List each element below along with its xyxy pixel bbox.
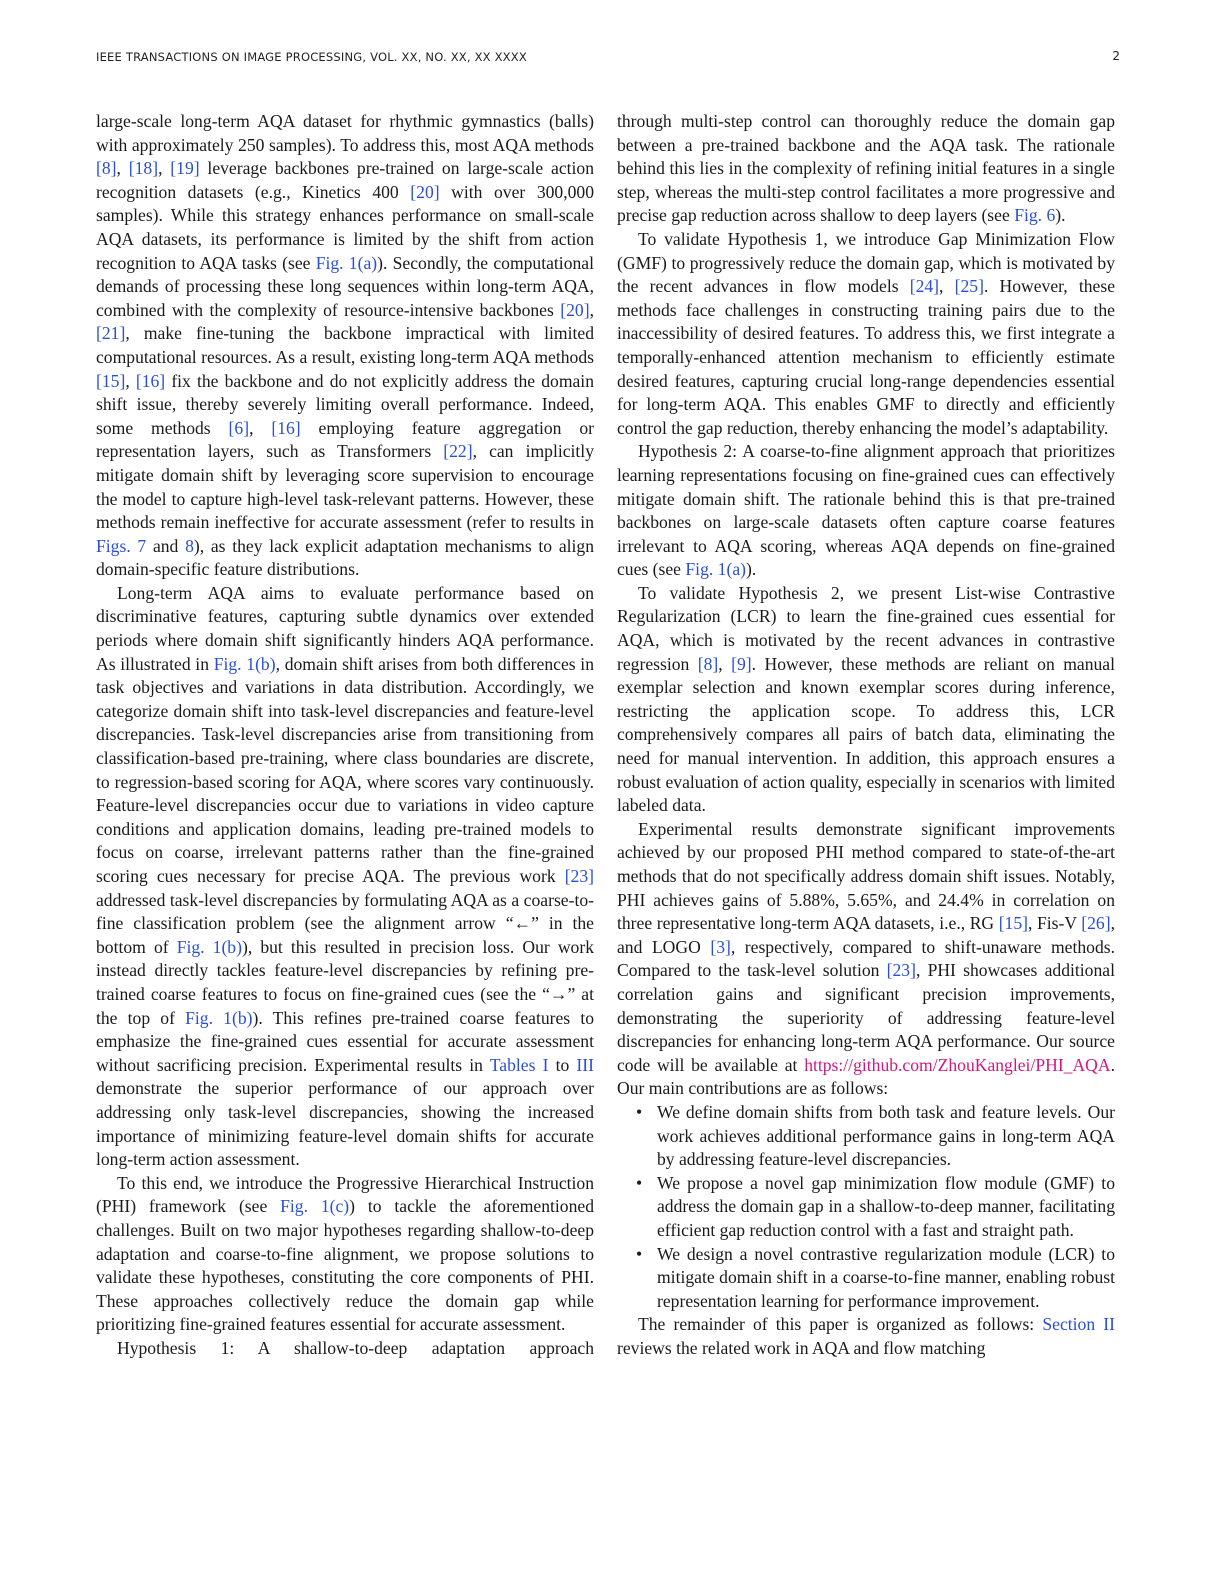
left-column bbox=[96, 110, 594, 1360]
citation-link[interactable]: [18] bbox=[128, 158, 159, 179]
figure-link[interactable]: Fig. 1(b) bbox=[176, 936, 242, 957]
citation-link[interactable]: [16] bbox=[135, 370, 166, 391]
citation-link[interactable]: [8] bbox=[697, 653, 719, 674]
citation-link[interactable]: [23] bbox=[564, 866, 594, 886]
source-code-link[interactable]: https://github.com/ZhouKanglei/PHI_AQA bbox=[804, 1054, 1111, 1075]
citation-link[interactable]: [16] bbox=[271, 417, 301, 438]
figure-link[interactable]: Fig. 1(a) bbox=[315, 252, 378, 273]
citation-link[interactable]: [6] bbox=[228, 417, 250, 438]
paragraph: To validate Hypothesis 1, we introduce Gap Minimization Flow (GMF) to progressively reduce the domain gap, which is motivated by the recent advances in flow models [24], [25]. However, these methods face challenges in constructing training pairs due to the inaccessibility of desired features. To address this, we first integrate a temporally-enhanced attention mechanism to efficiently estimate desired features, capturing crucial long-range dependencies essential for long-term AQA. This enables GMF to directly and efficiently control the gap reduction, thereby enhancing the model’s adaptability. bbox=[617, 228, 1116, 438]
citation-link[interactable]: [3] bbox=[710, 936, 731, 957]
citation-link[interactable]: [25] bbox=[954, 276, 984, 297]
figure-link[interactable]: Fig. 1(c) bbox=[280, 1196, 350, 1217]
citation-link[interactable]: [20] bbox=[410, 181, 440, 202]
page-number: 2 bbox=[1112, 49, 1120, 63]
table-link[interactable]: III bbox=[576, 1054, 594, 1075]
paragraph: through multi-step control can thoroughly reduce the domain gap between a pre-trained backbone and the AQA task. The rationale behind this lies in the complexity of refining initial features in a single step, whereas the multi-step control facilitates a more progressive and precise gap reduction across shallow to deep layers (see Fig. 6). bbox=[617, 111, 1115, 226]
list-item: • We define domain shifts from both task and feature levels. Our work achieves additional performance gains in long-term AQA by addressing feature-level discrepancies. bbox=[657, 1101, 1115, 1172]
figure-link[interactable]: 8 bbox=[185, 535, 194, 556]
citation-link[interactable]: [22] bbox=[443, 441, 473, 462]
citation-link[interactable]: [15] bbox=[998, 913, 1028, 934]
paragraph: The remainder of this paper is organized as follows: Section II reviews the related work in AQA and flow matching bbox=[617, 1314, 1116, 1358]
citation-link[interactable]: [19] bbox=[170, 158, 200, 179]
contributions-list bbox=[617, 1101, 1115, 1313]
citation-link[interactable]: [8] bbox=[96, 158, 117, 179]
right-column bbox=[617, 110, 1115, 1360]
citation-link[interactable]: [15] bbox=[96, 370, 126, 391]
figure-link[interactable]: Fig. 1(b) bbox=[213, 653, 276, 674]
citation-link[interactable]: [24] bbox=[909, 276, 940, 297]
list-item: • We propose a novel gap minimization flow module (GMF) to address the domain gap in a shallow-to-deep manner, facilitating efficient gap reduction control with a fast and straight path. bbox=[657, 1172, 1115, 1243]
paragraph: large-scale long-term AQA dataset for rhythmic gymnastics (balls) with approximately 250 samples). To address this, most AQA methods [8], [18], [19] leverage backbones pre-trained on large-scale action recognition datasets (e.g., Kinetics 400 [20] with over 300,000 samples). While this strategy enhances performance on small-scale AQA datasets, its performance is limited by the shift from action recognition to AQA tasks (see Fig. 1(a)). Secondly, the computational demands of processing these long sequences within long-term AQA, combined with the complexity of resource-intensive backbones [20], [21], make fine-tuning the backbone impractical with limited computational resources. As a result, existing long-term AQA methods [15], [16] fix the backbone and do not explicitly address the domain shift issue, thereby severely limiting overall performance. Indeed, some methods [6], [16] employing feature aggregation or representation layers, such as Transformers [22], can implicitly mitigate domain shift by leveraging score supervision to encourage the model to capture high-level task-relevant patterns. However, these methods remain ineffective for accurate assessment (refer to results in Figs. 7 and 8), as they lack explicit adaptation mechanisms to align domain-specific feature distributions. bbox=[96, 111, 595, 580]
figure-link[interactable]: Fig. 1(a) bbox=[685, 559, 746, 580]
citation-link[interactable]: [21] bbox=[96, 323, 126, 344]
citation-link[interactable]: [9] bbox=[731, 653, 752, 674]
paragraph: To this end, we introduce the Progressive Hierarchical Instruction (PHI) framework (see Fig. 1(c)) to tackle the aforementioned challenges. Built on two major hypotheses regarding shallow-to-deep adaptation and coarse-to-fine alignment, we propose solutions to validate these hypotheses, constituting the core components of PHI. These approaches collectively reduce the domain gap while prioritizing fine-grained features essential for accurate assessment. bbox=[96, 1172, 595, 1335]
table-link[interactable]: Tables I bbox=[489, 1054, 549, 1075]
figure-link[interactable]: Fig. 6 bbox=[1014, 205, 1056, 226]
paragraph: Long-term AQA aims to evaluate performance based on discriminative features, capturing subtle dynamics over extended periods where domain shift significantly hinders AQA performance. As illustrated in Fig. 1(b), domain shift arises from both differences in task objectives and variations in data distribution. Accordingly, we categorize domain shift into task-level discrepancies and feature-level discrepancies. Task-level discrepancies arise from transitioning from classification-based pre-training, where class boundaries are discrete, to regression-based scoring for AQA, where scores vary continuously. Feature-level discrepancies occur due to variations in video capture conditions and application domains, leading pre-trained models to focus on coarse, irrelevant patterns rather than the fine-grained scoring cues necessary for precise AQA. The previous work [23] addressed task-level discrepancies by formulating AQA as a coarse-to-fine classification problem (see the alignment arrow “←” in the bottom of Fig. 1(b)), but this resulted in precision loss. Our work instead directly tackles feature-level discrepancies by refining pre-trained coarse features to focus on fine-grained cues (see the “→” at the top of Fig. 1(b)). This refines pre-trained coarse features to emphasize the fine-grained cues essential for accurate assessment without sacrificing precision. Experimental results in Tables I to III demonstrate the superior performance of our approach over addressing only task-level discrepancies, showing the increased importance of minimizing feature-level domain shifts for accurate long-term action assessment. bbox=[96, 582, 595, 1170]
running-header: IEEE TRANSACTIONS ON IMAGE PROCESSING, VOL. XX, NO. XX, XX XXXX bbox=[96, 50, 527, 64]
citation-link[interactable]: [23] bbox=[886, 960, 916, 981]
citation-link[interactable]: [26] bbox=[1081, 913, 1111, 934]
figure-link[interactable]: Figs. 7 bbox=[96, 535, 147, 556]
paragraph: Hypothesis 1: A shallow-to-deep adaptation approach bbox=[117, 1337, 594, 1358]
paragraph: To validate Hypothesis 2, we present List-wise Contrastive Regularization (LCR) to learn the fine-grained cues essential for AQA, which is motivated by the recent advances in contrastive regression [8], [9]. However, these methods are reliant on manual exemplar selection and known exemplar scores during inference, restricting the application scope. To address this, LCR comprehensively compares all pairs of batch data, eliminating the need for manual intervention. In addition, this approach ensures a robust evaluation of action quality, especially in scenarios with limited labeled data. bbox=[617, 582, 1115, 816]
paragraph: Experimental results demonstrate significant improvements achieved by our proposed PHI method compared to state-of-the-art methods that do not specifically address domain shift issues. Notably, PHI achieves gains of 5.88%, 5.65%, and 24.4% in correlation on three representative long-term AQA datasets, i.e., RG [15], Fis-V [26], and LOGO [3], respectively, compared to shift-unaware methods. Compared to the task-level solution [23], PHI showcases additional correlation gains and significant precision improvements, demonstrating the superiority of addressing feature-level discrepancies for enhancing long-term AQA performance. Our source code will be available at https://github.com/ZhouKanglei/PHI_AQA. Our main contributions are as follows: bbox=[617, 818, 1115, 1099]
list-item: • We design a novel contrastive regularization module (LCR) to mitigate domain shift in a coarse-to-fine manner, enabling robust representation learning for performance improvement. bbox=[657, 1243, 1115, 1314]
citation-link[interactable]: [20] bbox=[560, 299, 590, 320]
section-link[interactable]: Section II bbox=[1042, 1314, 1116, 1335]
paragraph: Hypothesis 2: A coarse-to-fine alignment approach that prioritizes learning representations focusing on fine-grained cues can effectively mitigate domain shift. The rationale behind this is that pre-trained backbones on large-scale datasets often capture coarse features irrelevant to AQA scoring, whereas AQA depends on fine-grained cues (see Fig. 1(a)). bbox=[617, 441, 1115, 580]
figure-link[interactable]: Fig. 1(b) bbox=[185, 1007, 253, 1028]
